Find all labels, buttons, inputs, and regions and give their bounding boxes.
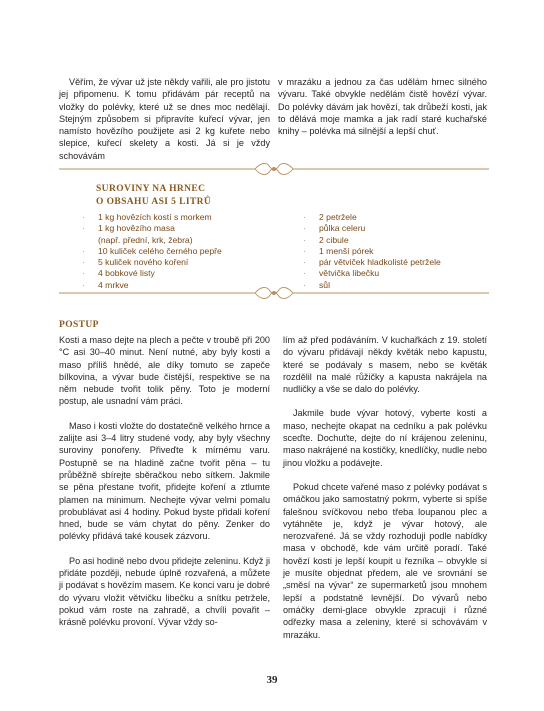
ingredients-title-line-1: SUROVINY NA HRNEC: [96, 184, 206, 194]
bullet-dot: ·: [303, 234, 306, 245]
intro-column-right: [278, 76, 487, 137]
ornament-rule-bottom: [59, 283, 489, 303]
ingredient-text: 2 petržele: [319, 212, 357, 222]
bullet-dot: ·: [303, 212, 306, 222]
paragraph: Maso i kosti vložte do dostatečně velkého hrnce a zalijte asi 3–4 litry studené vody, aby byly všechny suroviny ponořeny. Přiveďte k mírnému varu. Postupně se na hladině začne tvořit pěna – tu průběžně sbírejte sběračkou nebo sítkem. Jakmile se pěna přestane tvořit, přidejte koření a ztlumte plamen na minimum. Nechejte vývar velmi pomalu probublávat asi 4 hodiny. Pokud byste přidali koření hned, bude se vám chytat do pěny. Zenker do polévky přidává také kousek zázvoru.: [59, 420, 270, 542]
ingredient-item: [82, 245, 298, 257]
ingredient-text: 2 cibule: [319, 234, 349, 245]
ingredient-item: [303, 234, 489, 246]
ingredients-title: [96, 183, 211, 208]
ingredient-item: [82, 257, 298, 268]
bullet-dot: ·: [303, 223, 306, 234]
postup-column-right: [283, 334, 487, 641]
bullet-dot: ·: [82, 212, 85, 222]
paragraph: Kosti a maso dejte na plech a pečte v troubě při 200 °C asi 30–40 minut. Není nutné, aby byly kosti a maso příliš hnědé, ale díky tomuto se zapeče bílkovina, a vývar bude čistější, respektive se na něm nebude tvořit tolik pěny. Toto je moderní postup, ale usnadní vám práci.: [59, 335, 270, 407]
ingredient-item: [303, 268, 489, 279]
bullet-dot: ·: [303, 279, 306, 290]
bullet-dot: ·: [82, 268, 85, 279]
intro-column-left: [59, 76, 270, 162]
paragraph: Pokud chcete vařené maso z polévky podávat s omáčkou jako samostatný pokrm, vyberte si spíše falešnou svíčkovou nebo třeba loupanou plec a vytáhněte je, když je vývar hotový, ale nerozvařené. Já se vždy rozhoduji podle nabídky masa v obchodě, kde vám určitě poradí. Také hovězí kosti je lepší koupit u řezníka – obvykle si je musíte objednat předem, ale ve srovnání se „směsí na vývar“ ze supermarketů jsou mnohem lepší a podstatně levnější. Do vývarů nebo omáčky demi-glace obvykle zpracuji i různé odřezky masa a zeleniny, které si schovávám v mrazáku.: [283, 481, 487, 640]
ingredient-text: 4 mrkve: [98, 279, 129, 290]
ingredient-text: (např. přední, krk, žebra): [98, 234, 193, 245]
intro-paragraph-continued: v mrazáku a jednou za čas udělám hrnec silného vývaru. Také obvykle nedělám čistě hovězí vývar. Do polévky dávám jak hovězí, tak drůbeží kosti, jak to dělává moje mamka a jak radí staré kuchařské knihy – polévka má silnější a lepší chuť.: [278, 77, 487, 137]
ingredients-list-left: [82, 212, 298, 291]
bullet-dot: ·: [303, 268, 306, 279]
ingredient-text: 1 menší pórek: [319, 245, 374, 256]
ingredient-item: [303, 245, 489, 257]
paragraph: Po asi hodině nebo dvou přidejte zeleninu. Když ji přidáte později, nebude úplně rozvařená, a můžete ji podávat s hovězím masem. Ke konci varu je dobré do vývaru vložit větvičku libečku a snítku petržele, pokud vám roste na zahradě, a chvíli povařit – krásně polévku provoní. Vývar vždy so-: [59, 555, 270, 628]
ingredient-text: větvička libečku: [319, 268, 380, 279]
bullet-dot: ·: [82, 279, 85, 290]
postup-column-left: [59, 334, 270, 629]
postup-heading: POSTUP: [59, 320, 99, 330]
ingredient-text: 1 kg hovězího masa: [98, 223, 175, 234]
bullet-dot: ·: [82, 223, 85, 234]
ingredient-item: [303, 223, 489, 234]
ingredient-text: 1 kg hovězích kostí s morkem: [98, 212, 212, 222]
ingredient-item: [303, 212, 489, 223]
ingredient-text: 10 kuliček celého černého pepře: [98, 245, 222, 256]
ingredient-item: [98, 235, 298, 246]
ingredient-item: [82, 223, 298, 234]
ingredients-list-right: [303, 212, 489, 291]
ingredient-item: [303, 257, 489, 268]
ornament-rule-top: [59, 159, 489, 179]
paragraph: lím až před podáváním. V kuchařkách z 19. století do vývaru přidávají někdy květák nebo kapustu, které se podávaly s masem, nebo se květák rozdělil na malé růžičky a kapusta nakrájela na nudličky a vše se dalo do polévky.: [283, 335, 487, 395]
ingredient-text: pár větviček hladkolisté petržele: [319, 257, 441, 268]
ingredient-text: 4 bobkové listy: [98, 268, 155, 279]
ingredient-item: [82, 268, 298, 279]
ingredient-text: sůl: [319, 279, 330, 290]
ingredient-text: půlka celeru: [319, 223, 366, 234]
bullet-dot: ·: [82, 245, 85, 256]
ingredient-text: 5 kuliček nového koření: [98, 257, 189, 268]
bullet-dot: ·: [303, 257, 306, 268]
paragraph: Jakmile bude vývar hotový, vyberte kosti a maso, nechejte okapat na cedníku a pak polévku sceďte. Dochuťte, dejte do ní krájenou zeleninu, maso nakrájené na kostičky, knedlíčky, nudle nebo jinou vložku a podávejte.: [283, 408, 487, 468]
intro-paragraph: Věřím, že vývar už jste někdy vařili, ale pro jistotu jej připomenu. K tomu přidávám pár receptů na vložky do polévky, které už se dnes moc nedělají. Stejným způsobem si připravíte kuřecí vývar, jen namísto hovězího použijete asi 2 kg kuřete nebo slepice, kuřecí skelety a kosti. Já si je vždy schovávám: [59, 77, 270, 161]
page-number: 39: [266, 674, 278, 686]
ingredient-item: [82, 212, 298, 223]
ingredients-title-line-2: O OBSAHU ASI 5 LITRŮ: [96, 196, 212, 207]
bullet-dot: ·: [303, 245, 306, 256]
bullet-dot: ·: [82, 257, 85, 268]
